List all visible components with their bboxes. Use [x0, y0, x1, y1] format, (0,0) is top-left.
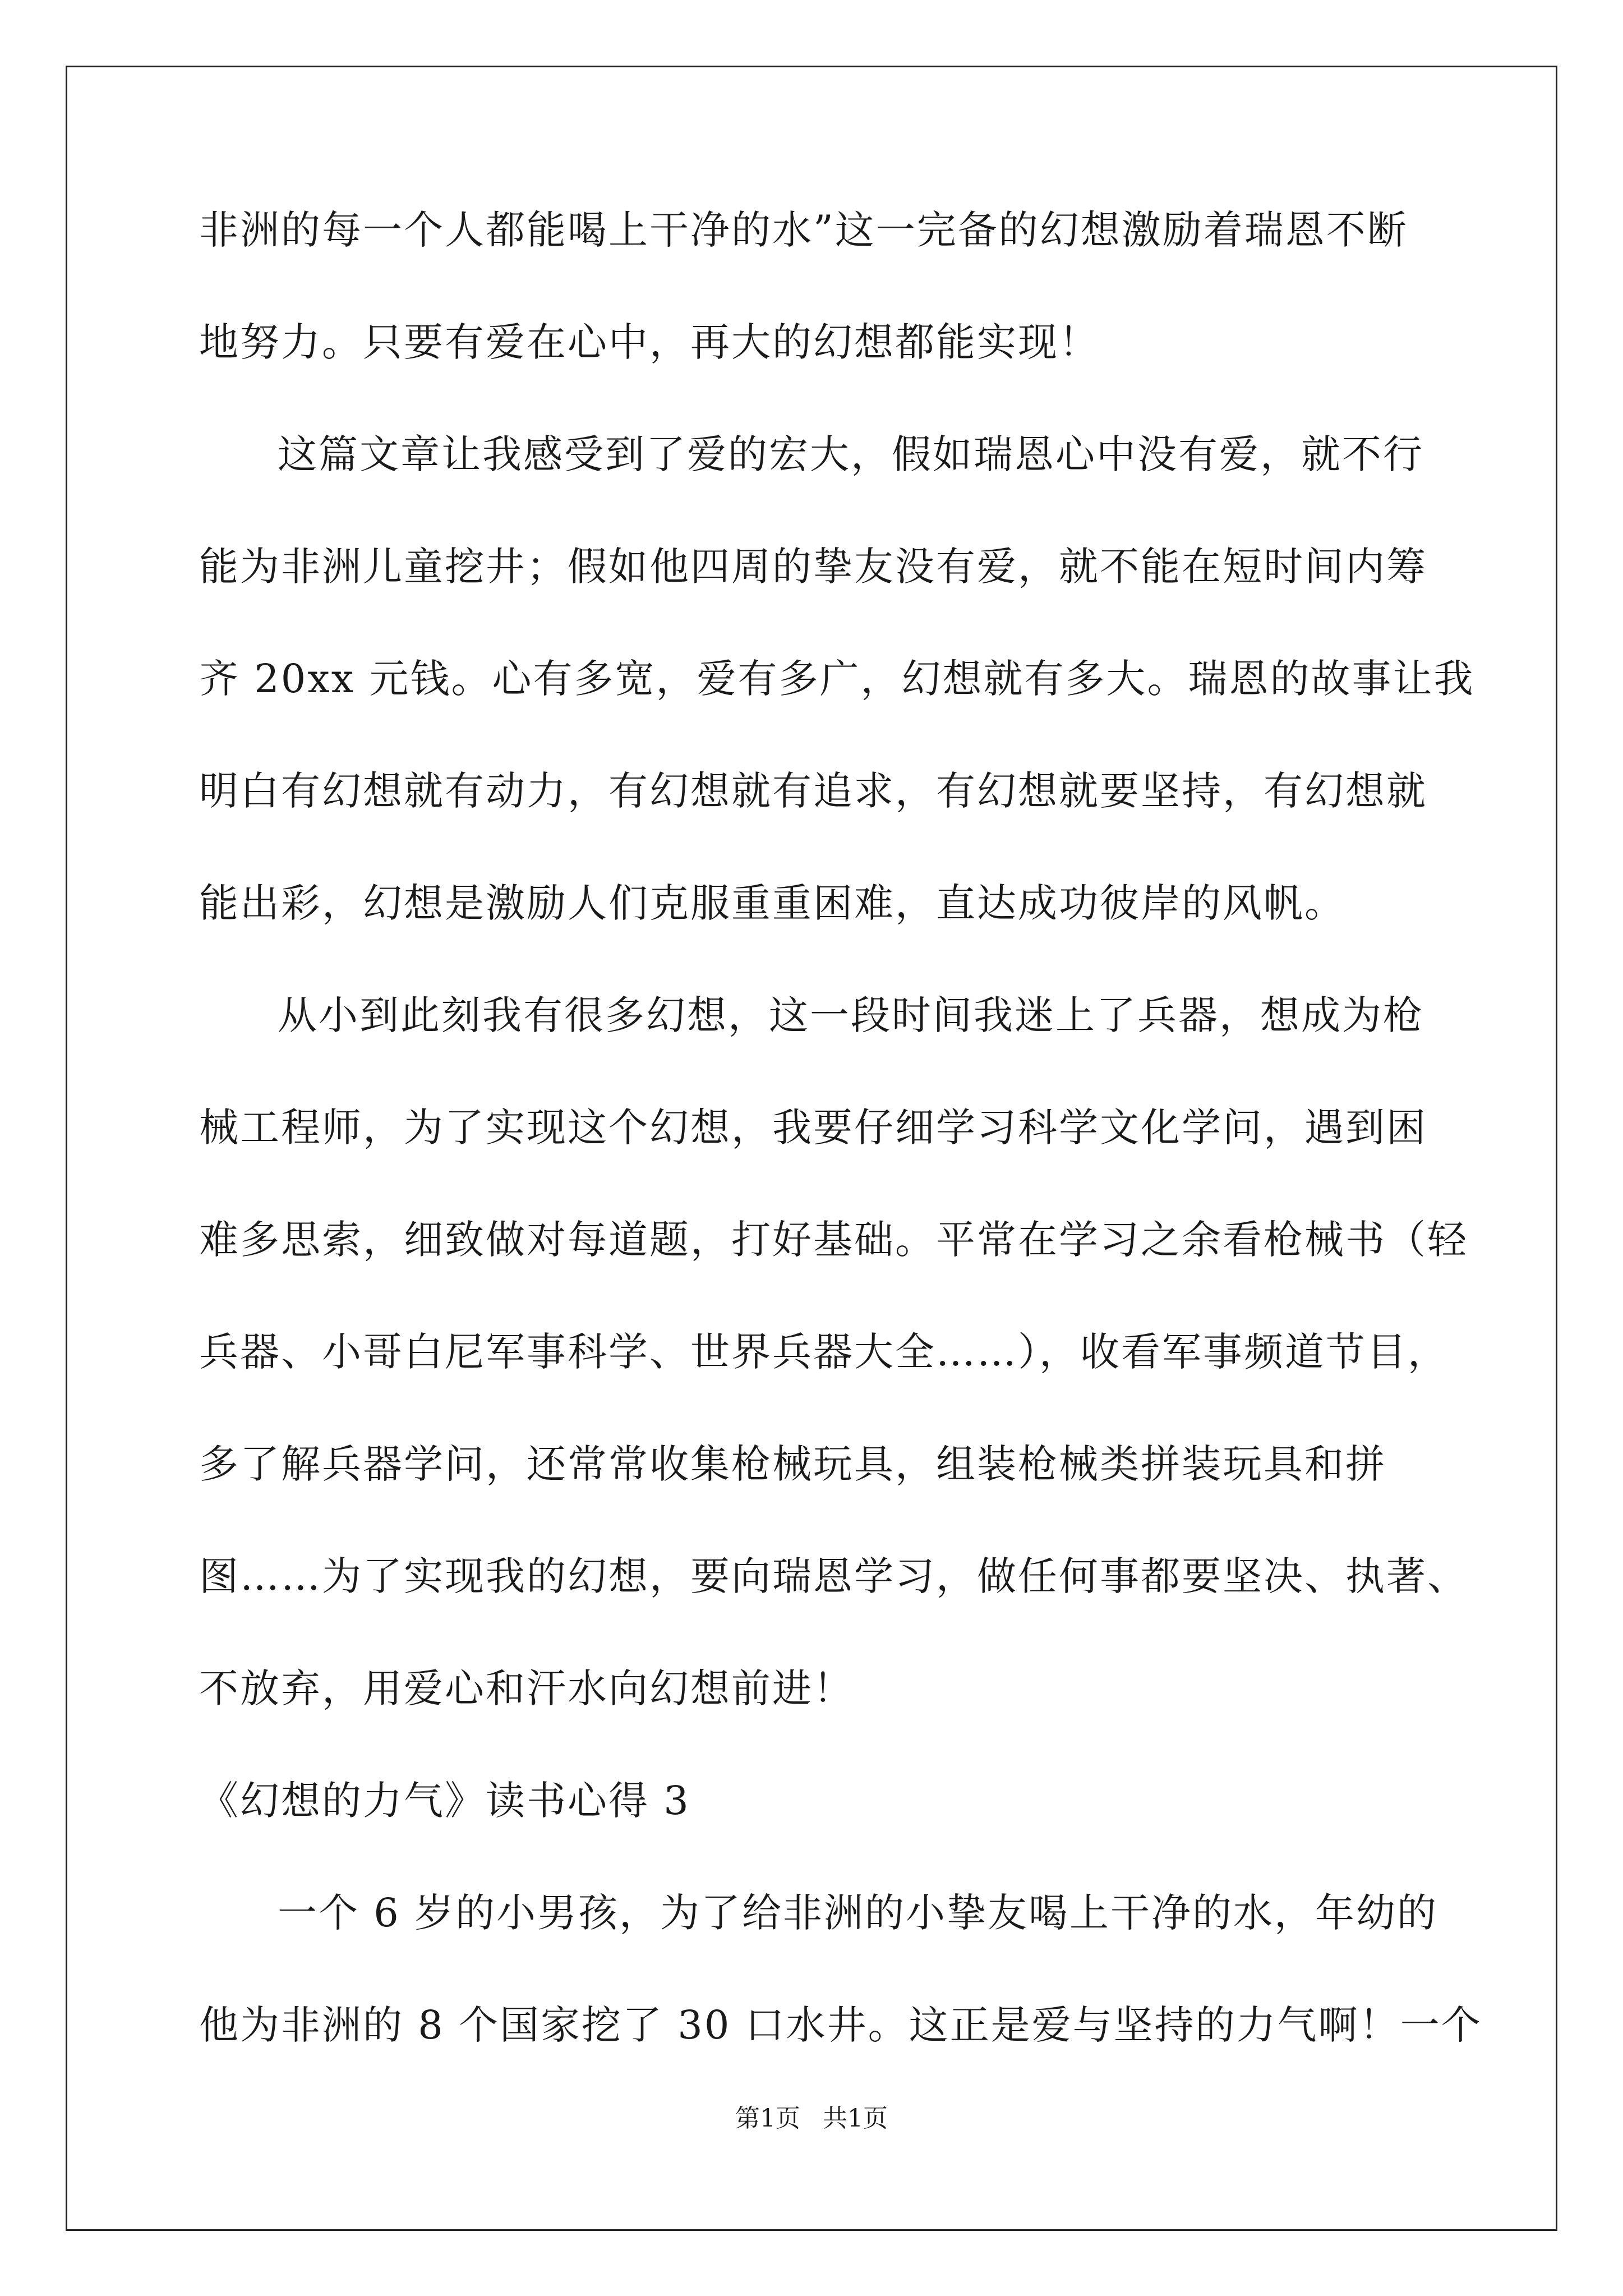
text-line: 难多思索，细致做对每道题，打好基础。平常在学习之余看枪械书（轻	[199, 1217, 1468, 1263]
text-line: 械工程师，为了实现这个幻想，我要仔细学习科学文化学问，遇到困	[199, 1105, 1427, 1151]
paragraph-3	[199, 992, 1468, 1711]
paragraph-4	[199, 1890, 1482, 2048]
page-number: 第1页	[735, 2104, 800, 2133]
text-line: 非洲的每一个人都能喝上干净的水”这一完备的幻想激励着瑞恩不断	[199, 207, 1408, 253]
paragraph-1	[199, 207, 1444, 365]
page-footer	[0, 2106, 1623, 2131]
section-heading: 《幻想的力气》读书心得 3	[199, 1778, 690, 1824]
text-line: 多了解兵器学问，还常常收集枪械玩具，组装枪械类拼装玩具和拼	[199, 1441, 1386, 1487]
text-line: 齐 20xx 元钱。心有多宽，爱有多广，幻想就有多大。瑞恩的故事让我	[199, 656, 1475, 702]
text-line: 图……为了实现我的幻想，要向瑞恩学习，做任何事都要坚决、执著、	[199, 1553, 1468, 1599]
text-line: 地努力。只要有爱在心中，再大的幻想都能实现！	[199, 319, 1100, 365]
text-line: 能出彩，幻想是激励人们克服重重困难，直达成功彼岸的风帆。	[199, 880, 1345, 926]
text-line: 不放弃，用爱心和汗水向幻想前进！	[199, 1665, 854, 1711]
text-line: 这篇文章让我感受到了爱的宏大，假如瑞恩心中没有爱，就不行	[278, 431, 1424, 477]
text-line: 能为非洲儿童挖井；假如他四周的挚友没有爱，就不能在短时间内筹	[199, 544, 1427, 590]
text-line: 一个 6 岁的小男孩，为了给非洲的小挚友喝上干净的水，年幼的	[278, 1890, 1438, 1936]
text-line: 他为非洲的 8 个国家挖了 30 口水井。这正是爱与坚持的力气啊！一个	[199, 2002, 1482, 2048]
document-body	[199, 207, 1482, 2118]
paragraph-2	[199, 431, 1475, 926]
text-line: 从小到此刻我有很多幻想，这一段时间我迷上了兵器，想成为枪	[278, 992, 1424, 1038]
text-line: 兵器、小哥白尼军事科学、世界兵器大全……），收看军事频道节目，	[199, 1329, 1449, 1375]
text-line: 明白有幻想就有动力，有幻想就有追求，有幻想就要坚持，有幻想就	[199, 768, 1427, 814]
page-total: 共1页	[823, 2104, 888, 2133]
